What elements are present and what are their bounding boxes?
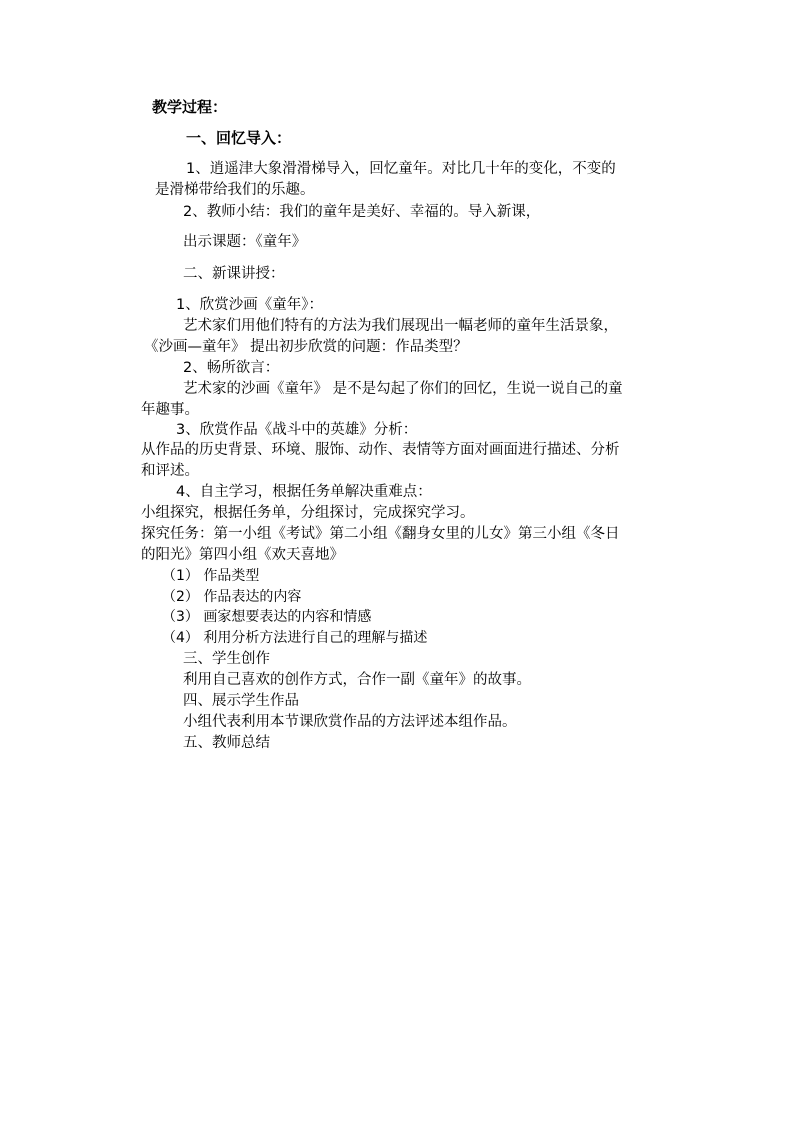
section-2-item-1-title: 1、欣赏沙画《童年》： — [176, 297, 323, 313]
section-2-item-3-line-2: 和评述。 — [141, 463, 199, 479]
section-3-text: 利用自己喜欢的创作方式，合作一副《童年》的故事。 — [183, 672, 531, 688]
section-1-item-1-line-2: 是滑梯带给我们的乐趣。 — [155, 182, 315, 198]
section-2-item-4-line-2: 探究任务：第一小组《考试》第二小组《翻身女里的儿女》第三小组《冬日 — [141, 526, 620, 542]
section-3-title: 三、学生创作 — [183, 651, 270, 667]
section-2-item-4-title: 4、自主学习，根据任务单解决重难点： — [176, 484, 432, 500]
section-4-title: 四、展示学生作品 — [183, 693, 299, 709]
section-4-text: 小组代表利用本节课欣赏作品的方法评述本组作品。 — [183, 714, 517, 730]
section-1-title: 一、回忆导入： — [186, 129, 292, 147]
lesson-topic: 出示课题：《童年》 — [183, 234, 307, 250]
section-2-item-3-title: 3、欣赏作品《战斗中的英雄》分析： — [176, 422, 418, 438]
section-2-item-4-line-1: 小组探究，根据任务单，分组探讨，完成探究学习。 — [141, 505, 475, 521]
task-list-item: （3） 画家想要表达的内容和情感 — [162, 609, 372, 625]
section-2-item-2-title: 2、畅所欲言： — [183, 360, 280, 376]
section-2-item-1-line-1: 艺术家们用他们特有的方法为我们展现出一幅老师的童年生活景象， — [183, 318, 618, 334]
section-2-item-4-line-3: 的阳光》第四小组《欢天喜地》 — [141, 547, 344, 563]
section-2-item-1-line-2: 《沙画—童年》 提出初步欣赏的问题：作品类型？ — [144, 339, 468, 355]
section-2-title: 二、新课讲授： — [183, 266, 285, 282]
section-2-item-3-line-1: 从作品的历史背景、环境、服饰、动作、表情等方面对画面进行描述、分析 — [141, 442, 620, 458]
section-2-item-2-line-1: 艺术家的沙画《童年》 是不是勾起了你们的回忆，生说一说自己的童 — [183, 381, 623, 397]
page-heading: 教学过程： — [152, 98, 228, 116]
section-1-item-2: 2、教师小结：我们的童年是美好、幸福的。导入新课， — [183, 204, 541, 220]
section-5-title: 五、教师总结 — [183, 735, 270, 751]
section-2-item-2-line-2: 年趣事。 — [141, 402, 199, 418]
task-list-item: （1） 作品类型 — [162, 568, 260, 584]
task-list-item: （4） 利用分析方法进行自己的理解与描述 — [162, 630, 428, 646]
task-list-item: （2） 作品表达的内容 — [162, 589, 302, 605]
section-1-item-1-line-1: 1、逍遥津大象滑滑梯导入，回忆童年。对比几十年的变化，不变的 — [186, 161, 616, 177]
